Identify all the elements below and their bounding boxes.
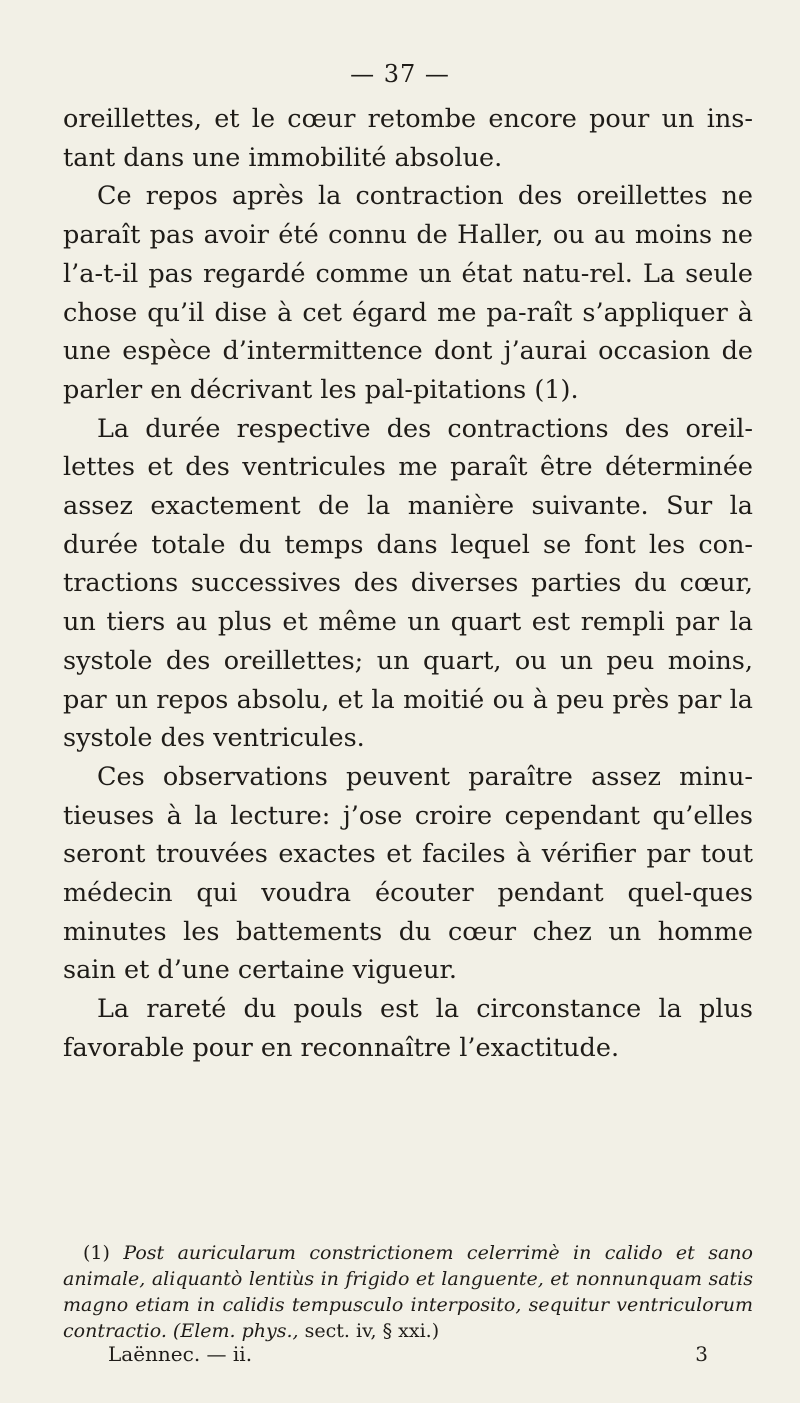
- paragraph-observations: Ces observations peuvent paraître assez minu-tieuses à la lecture: j’ose croire cependant qu’elles seront trouvées exactes et faciles à vérifier par tout médecin qui voudra écouter pendant quel-ques minutes les battements du cœur chez un homme sain et d’une certaine vigueur.: [63, 761, 753, 986]
- footnote-latin-text: Post auricularum constrictionem celerrimè in calido et sano animale, aliquantò lentiùs in frigido et languente, et nonnunquam satis magno etiam in calidis tempusculo interposito, sequitur ventriculorum contractio.: [63, 1242, 753, 1342]
- main-text: [63, 100, 753, 1068]
- paragraph-continuation: oreillettes, et le cœur retombe encore pour un ins-tant dans une immobilité absolue.: [63, 104, 753, 173]
- paragraph-haller: Ce repos après la contraction des oreillettes ne paraît pas avoir été connu de Haller, ou au moins ne l’a-t-il pas regardé comme un état natu-rel. La seule chose qu’il dise à cet égard me pa-raît s’appliquer à une espèce d’intermittence dont j’aurai occasion de parler en décrivant les pal-pitations (1).: [63, 181, 753, 405]
- footnote: [63, 1240, 753, 1344]
- footnote-citation-section: sect. iv, § xxi.): [304, 1320, 440, 1342]
- footnote-number: (1): [83, 1242, 110, 1264]
- footnote-citation-title: (Elem. phys.,: [172, 1320, 299, 1342]
- paragraph-pulse: La rareté du pouls est la circonstance la plus favorable pour en reconnaître l’exactitude.: [63, 994, 753, 1063]
- signature-line: [108, 1342, 708, 1366]
- page-number-header: — 37 —: [350, 60, 450, 88]
- sheet-number: 3: [695, 1342, 708, 1366]
- paragraph-duration: La durée respective des contractions des oreil-lettes et des ventricules me paraît être déterminée assez exactement de la manière suivante. Sur la durée totale du temps dans lequel se font les con-tractions successives des diverses parties du cœur, un tiers au plus et même un quart est rempli par la systole des oreillettes; un quart, ou un peu moins, par un repos absolu, et la moitié ou à peu près par la systole des ventricules.: [63, 413, 753, 754]
- author-volume: Laënnec. — ii.: [108, 1342, 253, 1366]
